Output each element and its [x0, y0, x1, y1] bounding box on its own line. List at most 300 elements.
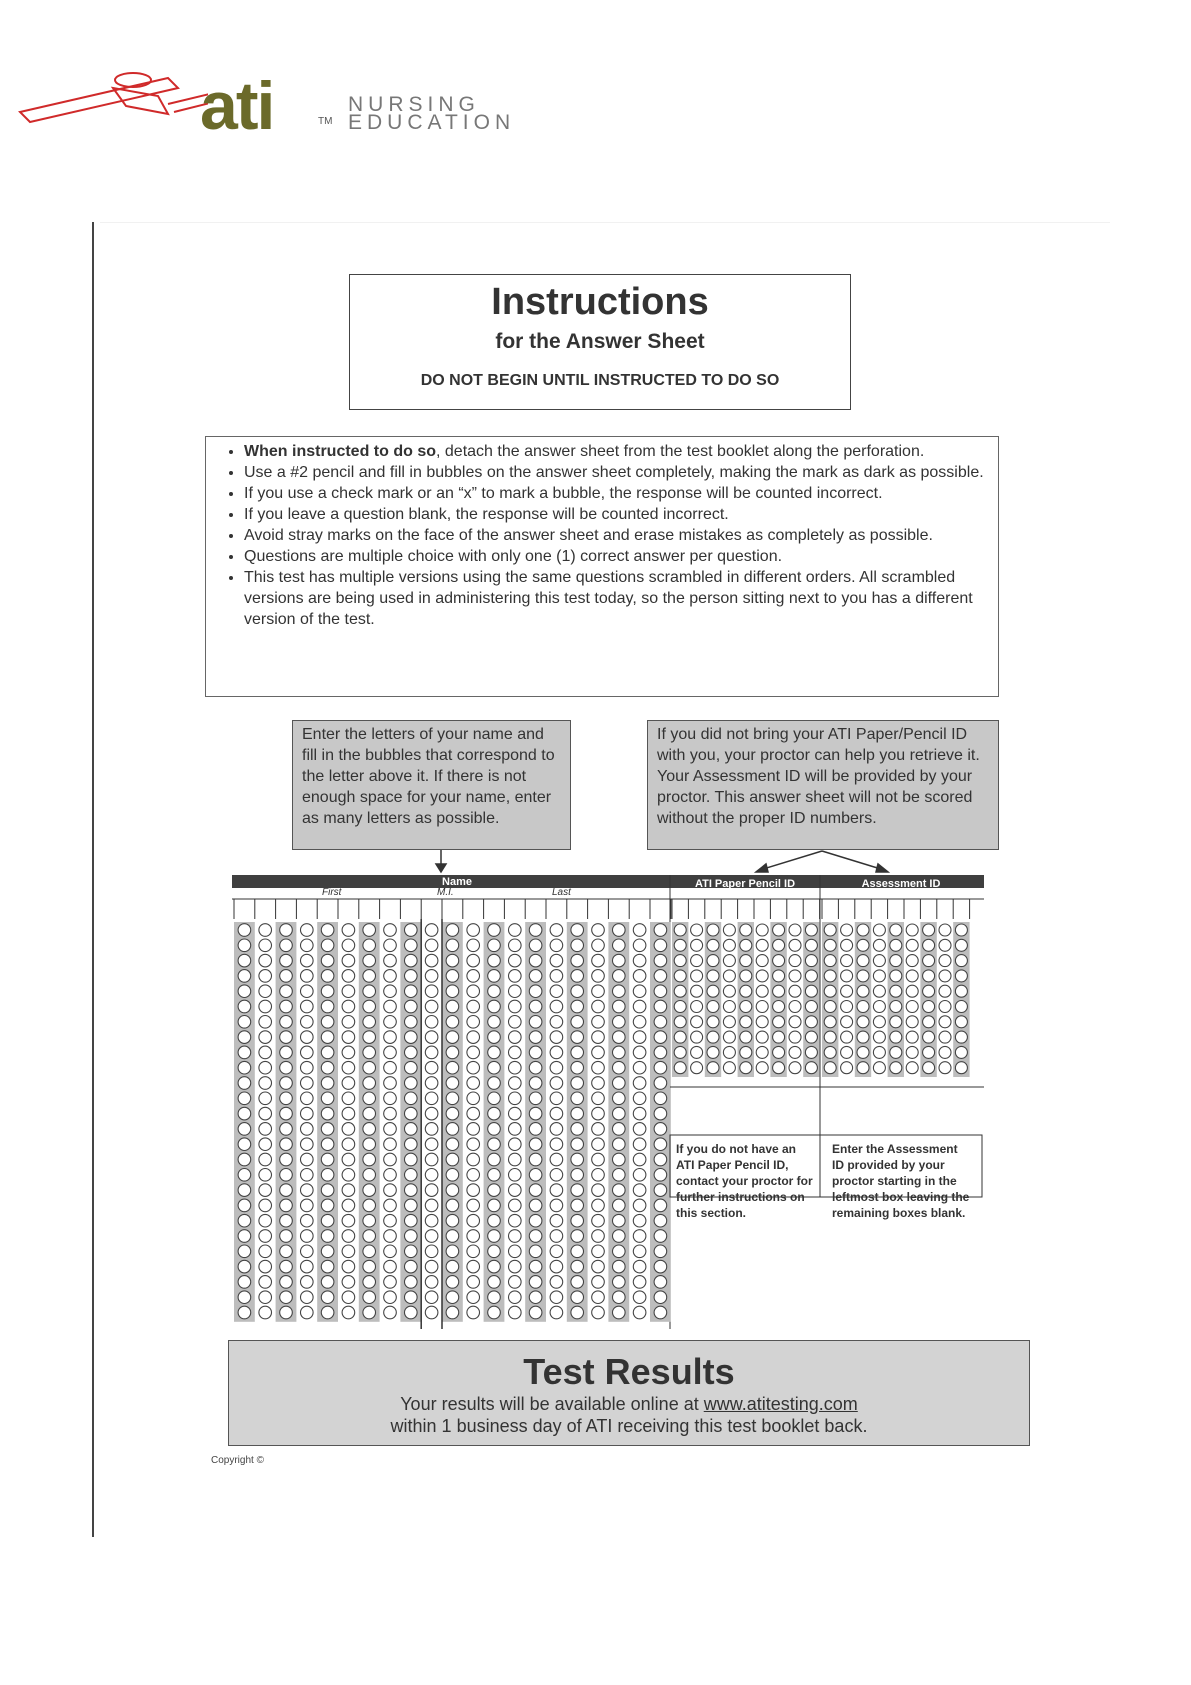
- name-bubble[interactable]: [467, 1031, 480, 1044]
- name-bubble[interactable]: [633, 1260, 646, 1273]
- id-bubble[interactable]: [723, 970, 735, 982]
- id-bubble[interactable]: [923, 955, 935, 967]
- id-bubble[interactable]: [740, 939, 752, 951]
- name-bubble[interactable]: [446, 1077, 459, 1090]
- name-bubble[interactable]: [550, 1214, 563, 1227]
- name-bubble[interactable]: [571, 1169, 584, 1182]
- name-bubble[interactable]: [654, 954, 667, 967]
- name-bubble[interactable]: [363, 970, 376, 983]
- name-bubble[interactable]: [238, 985, 251, 998]
- name-bubble[interactable]: [633, 1123, 646, 1136]
- name-bubble[interactable]: [488, 1061, 501, 1074]
- name-bubble[interactable]: [342, 1230, 355, 1243]
- name-bubble[interactable]: [342, 1276, 355, 1289]
- name-bubble[interactable]: [488, 1016, 501, 1029]
- name-bubble[interactable]: [280, 1138, 293, 1151]
- name-bubble[interactable]: [592, 1153, 605, 1166]
- name-bubble[interactable]: [467, 1306, 480, 1319]
- name-bubble[interactable]: [509, 1092, 522, 1105]
- id-bubble[interactable]: [707, 970, 719, 982]
- name-bubble[interactable]: [384, 1184, 397, 1197]
- id-bubble[interactable]: [789, 985, 801, 997]
- name-bubble[interactable]: [301, 1245, 314, 1258]
- name-bubble[interactable]: [363, 1000, 376, 1013]
- name-bubble[interactable]: [529, 954, 542, 967]
- name-bubble[interactable]: [654, 1031, 667, 1044]
- name-bubble[interactable]: [571, 1260, 584, 1273]
- name-bubble[interactable]: [342, 1016, 355, 1029]
- name-bubble[interactable]: [425, 985, 438, 998]
- name-bubble[interactable]: [321, 1046, 334, 1059]
- name-bubble[interactable]: [446, 1291, 459, 1304]
- id-bubble[interactable]: [707, 1062, 719, 1074]
- id-bubble[interactable]: [723, 939, 735, 951]
- name-bubble[interactable]: [405, 1046, 418, 1059]
- id-bubble[interactable]: [805, 970, 817, 982]
- name-bubble[interactable]: [342, 1123, 355, 1136]
- name-bubble[interactable]: [529, 924, 542, 937]
- id-bubble[interactable]: [857, 1016, 869, 1028]
- name-bubble[interactable]: [571, 1199, 584, 1212]
- id-bubble[interactable]: [707, 1001, 719, 1013]
- name-bubble[interactable]: [405, 1214, 418, 1227]
- name-bubble[interactable]: [363, 1276, 376, 1289]
- id-bubble[interactable]: [756, 1031, 768, 1043]
- id-bubble[interactable]: [773, 1062, 785, 1074]
- id-bubble[interactable]: [890, 1016, 902, 1028]
- name-bubble[interactable]: [259, 1046, 272, 1059]
- name-bubble[interactable]: [571, 1214, 584, 1227]
- name-bubble[interactable]: [571, 970, 584, 983]
- name-bubble[interactable]: [301, 1077, 314, 1090]
- name-bubble[interactable]: [488, 1000, 501, 1013]
- id-bubble[interactable]: [857, 985, 869, 997]
- name-bubble[interactable]: [654, 1199, 667, 1212]
- name-bubble[interactable]: [613, 970, 626, 983]
- id-bubble[interactable]: [955, 924, 967, 936]
- name-bubble[interactable]: [654, 939, 667, 952]
- name-bubble[interactable]: [613, 1123, 626, 1136]
- name-bubble[interactable]: [467, 1138, 480, 1151]
- name-bubble[interactable]: [405, 1153, 418, 1166]
- name-bubble[interactable]: [529, 1153, 542, 1166]
- name-bubble[interactable]: [238, 1016, 251, 1029]
- name-bubble[interactable]: [592, 924, 605, 937]
- name-bubble[interactable]: [592, 1016, 605, 1029]
- name-bubble[interactable]: [509, 1031, 522, 1044]
- name-bubble[interactable]: [446, 1123, 459, 1136]
- name-bubble[interactable]: [592, 1260, 605, 1273]
- name-bubble[interactable]: [342, 1306, 355, 1319]
- name-bubble[interactable]: [613, 1061, 626, 1074]
- name-bubble[interactable]: [467, 1230, 480, 1243]
- name-bubble[interactable]: [301, 1031, 314, 1044]
- name-bubble[interactable]: [592, 1061, 605, 1074]
- name-bubble[interactable]: [529, 1245, 542, 1258]
- name-bubble[interactable]: [488, 1306, 501, 1319]
- name-bubble[interactable]: [301, 1123, 314, 1136]
- name-bubble[interactable]: [613, 1138, 626, 1151]
- name-bubble[interactable]: [425, 1276, 438, 1289]
- name-bubble[interactable]: [280, 985, 293, 998]
- id-bubble[interactable]: [824, 985, 836, 997]
- name-bubble[interactable]: [342, 1046, 355, 1059]
- name-bubble[interactable]: [405, 985, 418, 998]
- name-bubble[interactable]: [633, 1092, 646, 1105]
- id-bubble[interactable]: [773, 924, 785, 936]
- name-bubble[interactable]: [509, 924, 522, 937]
- id-bubble[interactable]: [841, 1016, 853, 1028]
- id-bubble[interactable]: [841, 939, 853, 951]
- name-bubble[interactable]: [654, 1184, 667, 1197]
- name-bubble[interactable]: [529, 1214, 542, 1227]
- name-bubble[interactable]: [280, 954, 293, 967]
- id-bubble[interactable]: [939, 1031, 951, 1043]
- name-bubble[interactable]: [425, 1199, 438, 1212]
- name-bubble[interactable]: [384, 924, 397, 937]
- name-bubble[interactable]: [301, 985, 314, 998]
- name-bubble[interactable]: [509, 985, 522, 998]
- id-bubble[interactable]: [939, 924, 951, 936]
- name-bubble[interactable]: [446, 1000, 459, 1013]
- id-bubble[interactable]: [906, 1016, 918, 1028]
- name-bubble[interactable]: [238, 1214, 251, 1227]
- id-bubble[interactable]: [873, 1062, 885, 1074]
- name-bubble[interactable]: [509, 1016, 522, 1029]
- id-bubble[interactable]: [756, 1046, 768, 1058]
- name-bubble[interactable]: [529, 1092, 542, 1105]
- name-bubble[interactable]: [633, 1184, 646, 1197]
- name-bubble[interactable]: [613, 1046, 626, 1059]
- name-bubble[interactable]: [280, 1046, 293, 1059]
- name-bubble[interactable]: [529, 1107, 542, 1120]
- name-bubble[interactable]: [321, 1107, 334, 1120]
- id-bubble[interactable]: [789, 955, 801, 967]
- name-bubble[interactable]: [633, 1016, 646, 1029]
- name-bubble[interactable]: [571, 1291, 584, 1304]
- name-bubble[interactable]: [301, 939, 314, 952]
- name-bubble[interactable]: [425, 1092, 438, 1105]
- name-bubble[interactable]: [280, 1199, 293, 1212]
- name-bubble[interactable]: [321, 985, 334, 998]
- name-bubble[interactable]: [425, 1016, 438, 1029]
- id-bubble[interactable]: [756, 970, 768, 982]
- name-bubble[interactable]: [488, 1031, 501, 1044]
- name-bubble[interactable]: [321, 1291, 334, 1304]
- name-bubble[interactable]: [550, 1061, 563, 1074]
- id-bubble[interactable]: [723, 985, 735, 997]
- id-bubble[interactable]: [939, 985, 951, 997]
- name-bubble[interactable]: [592, 1276, 605, 1289]
- name-bubble[interactable]: [550, 1138, 563, 1151]
- id-bubble[interactable]: [674, 1031, 686, 1043]
- name-bubble[interactable]: [425, 1260, 438, 1273]
- name-bubble[interactable]: [384, 985, 397, 998]
- name-bubble[interactable]: [571, 954, 584, 967]
- name-bubble[interactable]: [425, 1184, 438, 1197]
- name-bubble[interactable]: [405, 1291, 418, 1304]
- id-bubble[interactable]: [740, 1031, 752, 1043]
- name-bubble[interactable]: [529, 1260, 542, 1273]
- id-bubble[interactable]: [955, 985, 967, 997]
- name-bubble[interactable]: [363, 1077, 376, 1090]
- name-bubble[interactable]: [321, 1061, 334, 1074]
- name-bubble[interactable]: [613, 1184, 626, 1197]
- name-bubble[interactable]: [405, 1230, 418, 1243]
- name-bubble[interactable]: [405, 1000, 418, 1013]
- id-bubble[interactable]: [805, 1062, 817, 1074]
- name-bubble[interactable]: [238, 1184, 251, 1197]
- name-bubble[interactable]: [633, 1107, 646, 1120]
- name-bubble[interactable]: [321, 1199, 334, 1212]
- name-bubble[interactable]: [342, 1291, 355, 1304]
- id-bubble[interactable]: [857, 924, 869, 936]
- id-bubble[interactable]: [723, 1001, 735, 1013]
- id-bubble[interactable]: [756, 924, 768, 936]
- name-bubble[interactable]: [633, 1245, 646, 1258]
- name-bubble[interactable]: [654, 924, 667, 937]
- name-bubble[interactable]: [550, 924, 563, 937]
- id-bubble[interactable]: [740, 985, 752, 997]
- name-bubble[interactable]: [301, 1214, 314, 1227]
- name-bubble[interactable]: [446, 1214, 459, 1227]
- id-bubble[interactable]: [873, 1031, 885, 1043]
- name-bubble[interactable]: [363, 1138, 376, 1151]
- name-bubble[interactable]: [363, 1107, 376, 1120]
- name-bubble[interactable]: [592, 1092, 605, 1105]
- name-bubble[interactable]: [405, 1016, 418, 1029]
- name-bubble[interactable]: [633, 1138, 646, 1151]
- name-bubble[interactable]: [592, 985, 605, 998]
- name-bubble[interactable]: [550, 1276, 563, 1289]
- name-bubble[interactable]: [571, 1046, 584, 1059]
- id-bubble[interactable]: [707, 924, 719, 936]
- id-bubble[interactable]: [707, 1031, 719, 1043]
- id-bubble[interactable]: [756, 955, 768, 967]
- id-bubble[interactable]: [756, 1016, 768, 1028]
- name-bubble[interactable]: [280, 1169, 293, 1182]
- name-bubble[interactable]: [363, 1123, 376, 1136]
- name-bubble[interactable]: [529, 1306, 542, 1319]
- id-bubble[interactable]: [756, 1062, 768, 1074]
- id-bubble[interactable]: [955, 970, 967, 982]
- name-bubble[interactable]: [405, 1077, 418, 1090]
- id-bubble[interactable]: [691, 1046, 703, 1058]
- name-bubble[interactable]: [529, 1138, 542, 1151]
- name-bubble[interactable]: [363, 1031, 376, 1044]
- name-bubble[interactable]: [259, 1184, 272, 1197]
- name-bubble[interactable]: [280, 1077, 293, 1090]
- name-bubble[interactable]: [342, 1092, 355, 1105]
- name-bubble[interactable]: [488, 1184, 501, 1197]
- name-bubble[interactable]: [301, 1199, 314, 1212]
- name-bubble[interactable]: [467, 924, 480, 937]
- name-bubble[interactable]: [488, 924, 501, 937]
- name-bubble[interactable]: [425, 1138, 438, 1151]
- name-bubble[interactable]: [571, 1123, 584, 1136]
- name-bubble[interactable]: [384, 1046, 397, 1059]
- name-bubble[interactable]: [363, 1199, 376, 1212]
- name-bubble[interactable]: [425, 939, 438, 952]
- name-bubble[interactable]: [509, 1000, 522, 1013]
- name-bubble[interactable]: [654, 1169, 667, 1182]
- name-bubble[interactable]: [321, 1169, 334, 1182]
- name-bubble[interactable]: [633, 1061, 646, 1074]
- name-bubble[interactable]: [550, 1291, 563, 1304]
- name-bubble[interactable]: [425, 1169, 438, 1182]
- name-bubble[interactable]: [342, 939, 355, 952]
- name-bubble[interactable]: [280, 1291, 293, 1304]
- name-bubble[interactable]: [613, 1107, 626, 1120]
- name-bubble[interactable]: [363, 1291, 376, 1304]
- name-bubble[interactable]: [384, 1138, 397, 1151]
- name-bubble[interactable]: [592, 1199, 605, 1212]
- name-bubble[interactable]: [301, 954, 314, 967]
- name-bubble[interactable]: [571, 1245, 584, 1258]
- name-bubble[interactable]: [509, 1184, 522, 1197]
- name-bubble[interactable]: [654, 1245, 667, 1258]
- id-bubble[interactable]: [906, 939, 918, 951]
- id-bubble[interactable]: [906, 955, 918, 967]
- name-bubble[interactable]: [342, 1169, 355, 1182]
- id-bubble[interactable]: [740, 955, 752, 967]
- id-bubble[interactable]: [824, 939, 836, 951]
- name-bubble[interactable]: [446, 924, 459, 937]
- name-bubble[interactable]: [363, 1046, 376, 1059]
- name-bubble[interactable]: [342, 1031, 355, 1044]
- id-bubble[interactable]: [691, 970, 703, 982]
- name-bubble[interactable]: [405, 1306, 418, 1319]
- name-bubble[interactable]: [363, 1230, 376, 1243]
- name-bubble[interactable]: [592, 1169, 605, 1182]
- id-bubble[interactable]: [857, 939, 869, 951]
- name-bubble[interactable]: [363, 1245, 376, 1258]
- name-bubble[interactable]: [238, 1276, 251, 1289]
- name-bubble[interactable]: [259, 939, 272, 952]
- id-bubble[interactable]: [805, 939, 817, 951]
- name-bubble[interactable]: [301, 1107, 314, 1120]
- name-bubble[interactable]: [363, 985, 376, 998]
- name-bubble[interactable]: [280, 1306, 293, 1319]
- name-bubble[interactable]: [259, 985, 272, 998]
- name-bubble[interactable]: [384, 1230, 397, 1243]
- name-bubble[interactable]: [405, 1184, 418, 1197]
- name-bubble[interactable]: [467, 1276, 480, 1289]
- name-bubble[interactable]: [633, 924, 646, 937]
- name-bubble[interactable]: [467, 970, 480, 983]
- name-bubble[interactable]: [238, 1199, 251, 1212]
- id-bubble[interactable]: [906, 985, 918, 997]
- name-bubble[interactable]: [509, 1291, 522, 1304]
- id-bubble[interactable]: [890, 1046, 902, 1058]
- name-bubble[interactable]: [384, 1123, 397, 1136]
- id-bubble[interactable]: [691, 939, 703, 951]
- name-bubble[interactable]: [529, 1016, 542, 1029]
- name-bubble[interactable]: [550, 1077, 563, 1090]
- id-bubble[interactable]: [939, 1062, 951, 1074]
- name-bubble[interactable]: [259, 954, 272, 967]
- name-bubble[interactable]: [259, 1230, 272, 1243]
- name-bubble[interactable]: [405, 1107, 418, 1120]
- name-bubble[interactable]: [613, 1000, 626, 1013]
- name-bubble[interactable]: [529, 1169, 542, 1182]
- id-bubble[interactable]: [674, 955, 686, 967]
- name-bubble[interactable]: [301, 1138, 314, 1151]
- name-bubble[interactable]: [633, 1169, 646, 1182]
- name-bubble[interactable]: [571, 1276, 584, 1289]
- name-bubble[interactable]: [384, 1031, 397, 1044]
- name-bubble[interactable]: [550, 939, 563, 952]
- name-bubble[interactable]: [529, 1291, 542, 1304]
- name-bubble[interactable]: [529, 1046, 542, 1059]
- name-bubble[interactable]: [467, 1107, 480, 1120]
- name-bubble[interactable]: [238, 954, 251, 967]
- name-bubble[interactable]: [550, 1153, 563, 1166]
- id-bubble[interactable]: [955, 955, 967, 967]
- name-bubble[interactable]: [613, 1031, 626, 1044]
- name-bubble[interactable]: [259, 1061, 272, 1074]
- name-bubble[interactable]: [571, 1092, 584, 1105]
- name-bubble[interactable]: [488, 1046, 501, 1059]
- name-bubble[interactable]: [238, 1291, 251, 1304]
- id-bubble[interactable]: [841, 955, 853, 967]
- name-bubble[interactable]: [550, 1107, 563, 1120]
- id-bubble[interactable]: [857, 1031, 869, 1043]
- id-bubble[interactable]: [923, 924, 935, 936]
- name-bubble[interactable]: [613, 954, 626, 967]
- name-bubble[interactable]: [467, 1153, 480, 1166]
- name-bubble[interactable]: [613, 1230, 626, 1243]
- name-bubble[interactable]: [301, 1306, 314, 1319]
- name-bubble[interactable]: [238, 1306, 251, 1319]
- name-bubble[interactable]: [321, 924, 334, 937]
- id-bubble[interactable]: [789, 1016, 801, 1028]
- id-bubble[interactable]: [773, 985, 785, 997]
- name-bubble[interactable]: [446, 1031, 459, 1044]
- name-bubble[interactable]: [550, 1016, 563, 1029]
- id-bubble[interactable]: [674, 1062, 686, 1074]
- name-bubble[interactable]: [467, 1214, 480, 1227]
- id-bubble[interactable]: [857, 1046, 869, 1058]
- id-bubble[interactable]: [873, 939, 885, 951]
- id-bubble[interactable]: [789, 1031, 801, 1043]
- id-bubble[interactable]: [873, 985, 885, 997]
- id-bubble[interactable]: [740, 924, 752, 936]
- name-bubble[interactable]: [280, 970, 293, 983]
- name-bubble[interactable]: [613, 1153, 626, 1166]
- name-bubble[interactable]: [613, 939, 626, 952]
- name-bubble[interactable]: [384, 1092, 397, 1105]
- name-bubble[interactable]: [571, 1138, 584, 1151]
- id-bubble[interactable]: [723, 1016, 735, 1028]
- name-bubble[interactable]: [571, 1107, 584, 1120]
- name-bubble[interactable]: [342, 1214, 355, 1227]
- name-bubble[interactable]: [633, 1306, 646, 1319]
- name-bubble[interactable]: [425, 970, 438, 983]
- name-bubble[interactable]: [571, 1000, 584, 1013]
- name-bubble[interactable]: [550, 1046, 563, 1059]
- name-bubble[interactable]: [238, 1169, 251, 1182]
- name-bubble[interactable]: [613, 1214, 626, 1227]
- id-bubble[interactable]: [890, 985, 902, 997]
- name-bubble[interactable]: [592, 1046, 605, 1059]
- id-bubble[interactable]: [691, 955, 703, 967]
- id-bubble[interactable]: [773, 939, 785, 951]
- name-bubble[interactable]: [238, 1061, 251, 1074]
- name-bubble[interactable]: [467, 1245, 480, 1258]
- id-bubble[interactable]: [674, 1046, 686, 1058]
- id-bubble[interactable]: [789, 970, 801, 982]
